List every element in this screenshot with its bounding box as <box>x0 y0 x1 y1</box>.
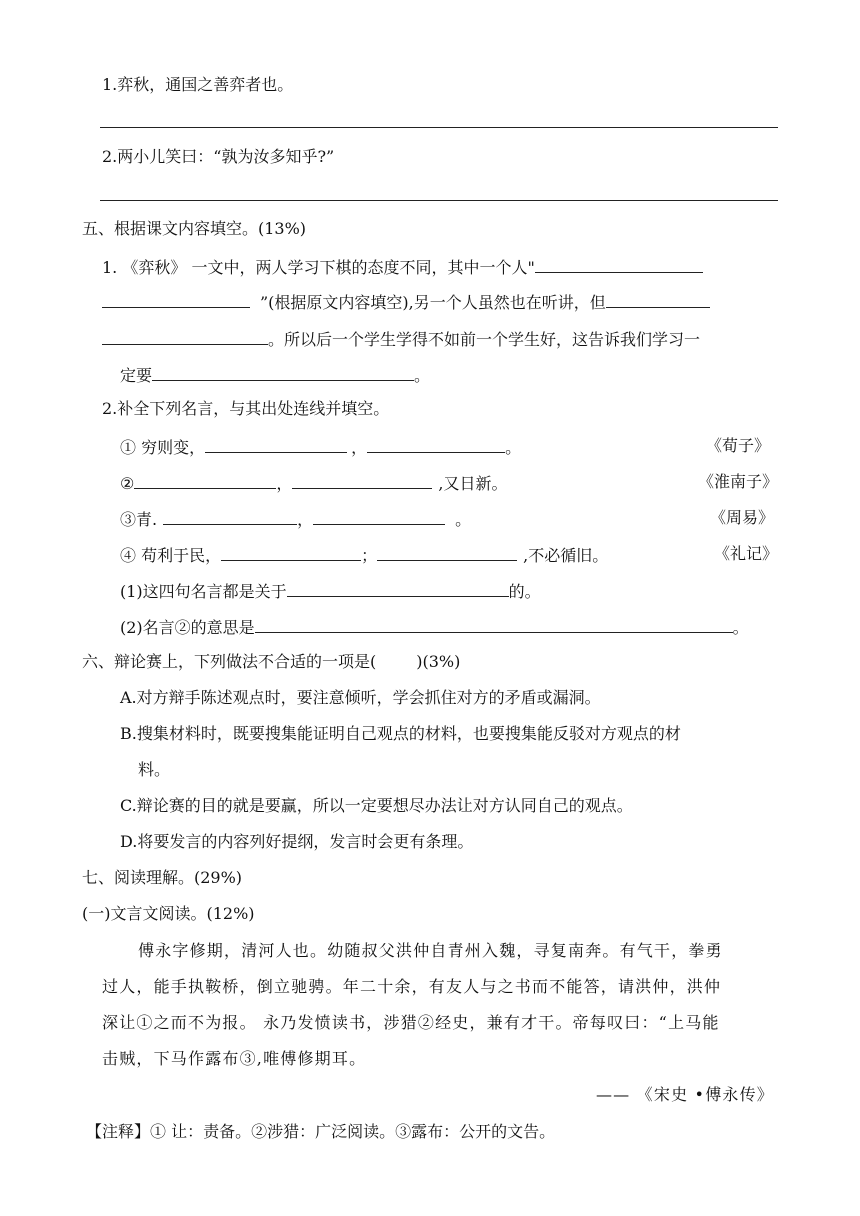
blank[interactable] <box>313 507 445 525</box>
blank[interactable] <box>535 255 703 273</box>
quote-row-2: ② ， ,又日新。 <box>120 471 507 493</box>
quote-source-4[interactable]: 《礼记》 <box>713 544 778 563</box>
q5-2-sub-1: (1)这四句名言都是关于 的。 <box>120 579 541 601</box>
quote-source-3[interactable]: 《周易》 <box>709 508 774 527</box>
blank[interactable] <box>377 543 517 561</box>
quote-source-1[interactable]: 《荀子》 <box>705 436 770 455</box>
quote-source-2[interactable]: 《淮南子》 <box>697 472 778 491</box>
blank[interactable] <box>292 471 432 489</box>
option-b[interactable]: B.搜集材料时，既要搜集能证明自己观点的材料，也要搜集能反驳对方观点的材 <box>120 724 681 743</box>
option-b-continued: 料。 <box>138 760 171 779</box>
passage-line-4: 击贼，下马作露布③,唯傅修期耳。 <box>102 1049 367 1068</box>
passage-line-3: 深让①之而不为报。 永乃发愤读书，涉猎②经史，兼有才干。帝每叹曰：“上马能 <box>102 1013 720 1032</box>
blank[interactable] <box>255 615 733 633</box>
q4-item-1: 1.弈秋，通国之善弈者也。 <box>102 75 294 94</box>
quote-row-1: ① 穷则变， ， 。 <box>120 435 521 457</box>
passage-line-2: 过人，能手执鞍桥，倒立驰骋。年二十余，有友人与之书而不能答，请洪仲，洪仲 <box>102 977 722 996</box>
blank[interactable] <box>102 290 250 308</box>
blank[interactable] <box>102 327 268 345</box>
q5-2-title: 2.补全下列名言，与其出处连线并填空。 <box>102 399 390 418</box>
option-a[interactable]: A.对方辩手陈述观点时，要注意倾听，学会抓住对方的矛盾或漏洞。 <box>120 688 601 707</box>
q5-2-sub-2: (2)名言②的意思是 。 <box>120 615 749 637</box>
option-c[interactable]: C.辩论赛的目的就是要赢，所以一定要想尽办法让对方认同自己的观点。 <box>120 796 633 815</box>
option-d[interactable]: D.将要发言的内容列好提纲，发言时会更有条理。 <box>120 832 474 851</box>
section-heading-5: 五、根据课文内容填空。(13%) <box>82 219 307 238</box>
passage-line-1: 傅永字修期，清河人也。幼随叔父洪仲自青州入魏，寻复南奔。有气干，拳勇 <box>138 941 723 960</box>
answer-line[interactable] <box>100 200 778 201</box>
q5-1-line-c: 。所以后一个学生学得不如前一个学生好，这告诉我们学习一 <box>102 327 700 349</box>
blank[interactable] <box>367 435 505 453</box>
blank[interactable] <box>134 471 276 489</box>
q5-1-line-a: 1. 《弈秋》 一文中，两人学习下棋的态度不同，其中一个人" <box>102 255 703 277</box>
blank[interactable] <box>287 579 509 597</box>
q4-item-2: 2.两小儿笑曰：“孰为汝多知乎?” <box>102 147 335 166</box>
section-heading-6: 六、辩论赛上，下列做法不合适的一项是( )(3%) <box>82 652 461 671</box>
annotations: 【注释】① 让：责备。②涉猎：广泛阅读。③露布：公开的文告。 <box>86 1122 556 1141</box>
passage-source: —— 《宋史 •傅永传》 <box>595 1085 774 1104</box>
q5-1-line-d: 定要 。 <box>120 363 430 385</box>
quote-row-4: ④ 苟利于民， ； ,不必循旧。 <box>120 543 608 565</box>
quote-row-3: ③青. ， 。 <box>120 507 471 529</box>
section-heading-7: 七、阅读理解。(29%) <box>82 868 243 887</box>
part-heading-1: (一)文言文阅读。(12%) <box>82 904 255 923</box>
blank[interactable] <box>205 435 347 453</box>
blank[interactable] <box>163 507 297 525</box>
answer-line[interactable] <box>100 127 778 128</box>
blank[interactable] <box>221 543 361 561</box>
q5-1-line-b: ”(根据原文内容填空),另一个人虽然也在听讲，但 <box>102 290 710 312</box>
blank[interactable] <box>152 363 414 381</box>
blank[interactable] <box>606 290 710 308</box>
